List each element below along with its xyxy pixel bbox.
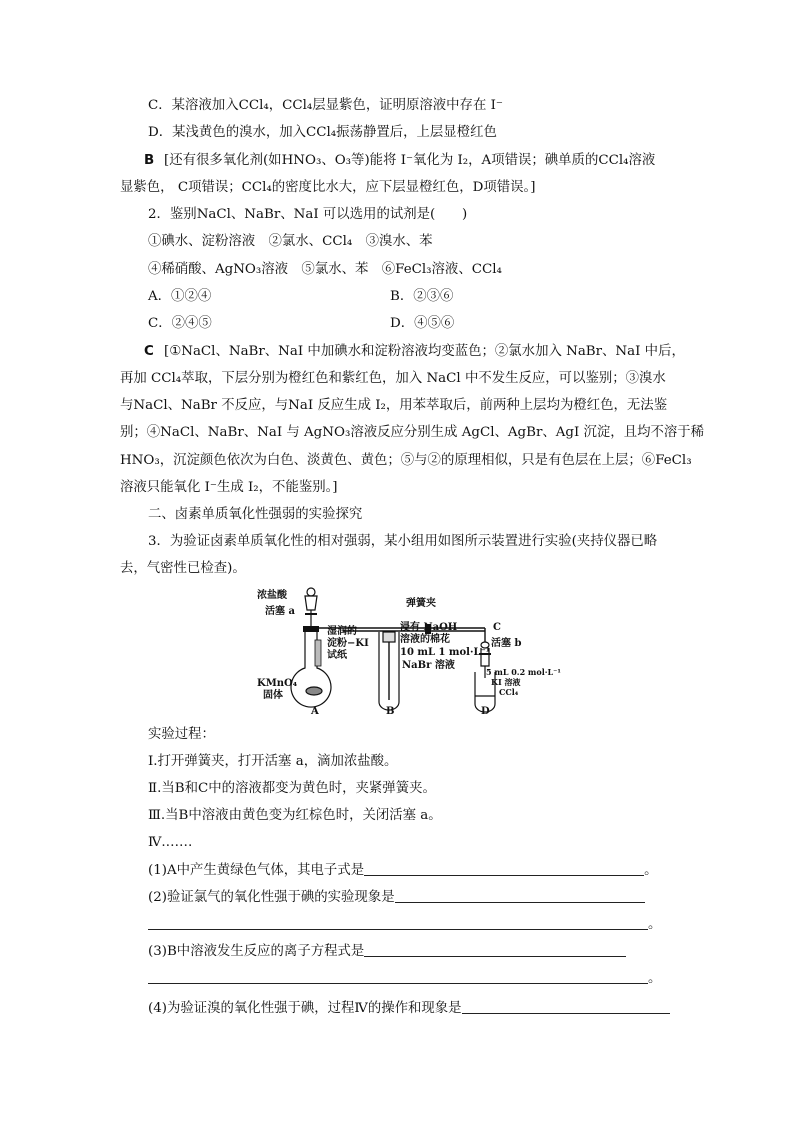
text-line-section-2: [148, 506, 362, 524]
text-line-q3-l2: [120, 560, 246, 578]
label-conc-hcl: 浓盐酸: [257, 590, 287, 601]
line-text: [还有很多氧化剂(如HNO₃、O₃等)能将 I⁻氧化为 I₂，A项错误；碘单质的CCl₄溶液: [164, 153, 656, 168]
flask-a-icon: [291, 632, 331, 707]
text-line-q2: [148, 206, 467, 224]
line-text: B．②③⑥: [390, 289, 454, 304]
answer-blank[interactable]: [148, 969, 648, 984]
apparatus-drawing: [255, 582, 535, 722]
label-spring-clip: 弹簧夹: [406, 598, 436, 609]
text-line-q2-opt-a: [148, 288, 211, 306]
answer-blank[interactable]: [364, 942, 626, 957]
line-text: 与NaCl、NaBr 不反应，与NaI 反应生成 I₂，用苯萃取后，前两种上层均为橙红色，无法鉴: [120, 398, 668, 413]
text-line-ans1-l1: [144, 152, 656, 170]
answer-blank[interactable]: [364, 861, 644, 876]
line-text: C．某溶液加入CCl₄，CCl₄层显紫色，证明原溶液中存在 I⁻: [148, 98, 503, 113]
line-text: 2．鉴别NaCl、NaBr、NaI 可以选用的试剂是( ): [148, 207, 468, 222]
text-line-ans1-l2: [120, 179, 535, 197]
label-nabr-conc: 10 mL 1 mol·L⁻¹: [400, 647, 491, 658]
line-text: 实验过程：: [148, 727, 215, 742]
end-punct: 。: [648, 971, 662, 986]
line-text: Ⅲ.当B中溶液由黄色变为红棕色时，关闭活塞 a。: [148, 808, 442, 823]
label-ki-sol: KI 溶液: [491, 677, 521, 687]
label-ki-conc: 5 mL 0.2 mol·L⁻¹: [486, 667, 561, 677]
label-kmno4: KMnO₄: [257, 678, 298, 689]
label-cotton-1: 浸有 NaOH: [400, 622, 458, 633]
caption-b: B: [386, 706, 395, 717]
answer-letter: B: [144, 153, 155, 168]
text-line-q2-opt-d: [390, 315, 454, 333]
line-text: 显紫色， C项错误；CCl₄的密度比水大，应下层显橙红色，D项错误。]: [120, 180, 536, 195]
line-text: C．②④⑤: [148, 316, 212, 331]
subquestion-sq3b: [148, 969, 661, 988]
label-wet-paper-2: 淀粉−KI: [327, 638, 369, 649]
line-text: 别；④NaCl、NaBr、NaI 与 AgNO₃溶液反应分别生成 AgCl、AgBr、AgI 沉淀，且均不溶于稀: [120, 425, 705, 440]
line-text: D．④⑤⑥: [390, 316, 455, 331]
text-line-q2-reag1: [148, 233, 433, 251]
answer-blank[interactable]: [462, 999, 670, 1014]
label-c: C: [493, 622, 501, 633]
text-line-ans2-l5: [120, 452, 692, 470]
text-line-ans2-l6: [120, 479, 338, 497]
label-wet-paper-3: 试纸: [327, 650, 347, 661]
line-text: ①碘水、淀粉溶液 ②氯水、CCl₄ ③溴水、苯: [148, 234, 433, 249]
end-punct: 。: [648, 917, 662, 932]
subquestion-sq3: [148, 942, 626, 961]
text-line-q2-reag2: [148, 261, 502, 279]
line-text: [①NaCl、NaBr、NaI 中加碘水和淀粉溶液均变蓝色；②氯水加入 NaBr、NaI 中后，: [164, 344, 685, 359]
subquestion-text: (2)验证氯气的氧化性强于碘的实验现象是: [148, 890, 395, 905]
label-wet-paper-1: 湿润的: [327, 626, 357, 637]
line-text: 溶液只能氧化 I⁻生成 I₂，不能鉴别。]: [120, 480, 338, 495]
end-punct: 。: [644, 863, 658, 878]
text-line-proc-3: [148, 807, 442, 825]
text-line-proc-4: [148, 834, 192, 852]
subquestion-text: (1)A中产生黄绿色气体，其电子式是: [148, 863, 365, 878]
text-line-ans2-l4: [120, 424, 704, 442]
line-text: HNO₃，沉淀颜色依次为白色、淡黄色、黄色；⑤与②的原理相似，只是有色层在上层；⑥FeCl₃: [120, 453, 692, 468]
subquestion-sq4: [148, 999, 670, 1018]
line-text: 二、卤素单质氧化性强弱的实验探究: [148, 507, 363, 522]
label-stopcock-a: 活塞 a: [265, 606, 295, 617]
answer-blank[interactable]: [395, 888, 645, 903]
text-line-opt-d-prev: [148, 124, 497, 142]
line-text: Ⅱ.当B和C中的溶液都变为黄色时，夹紧弹簧夹。: [148, 781, 436, 796]
caption-d: D: [481, 706, 490, 717]
subquestion-text: (3)B中溶液发生反应的离子方程式是: [148, 944, 365, 959]
text-line-ans2-l2: [120, 370, 666, 388]
text-line-opt-c-prev: [148, 97, 503, 115]
separatory-funnel-icon: [305, 588, 317, 626]
subquestion-sq1: [148, 861, 658, 880]
label-solid: 固体: [263, 690, 283, 701]
label-stopcock-b: 活塞 b: [491, 638, 522, 649]
answer-letter: C: [144, 344, 154, 359]
text-line-q2-opt-b: [390, 288, 453, 306]
text-line-proc-2: [148, 780, 436, 798]
line-text: 去，气密性已检查)。: [120, 561, 246, 576]
answer-blank[interactable]: [148, 915, 648, 930]
line-text: A．①②④: [148, 289, 212, 304]
label-nabr-sol: NaBr 溶液: [402, 660, 455, 671]
subquestion-sq2: [148, 888, 645, 907]
subquestion-sq2b: [148, 915, 661, 934]
subquestion-text: (4)为验证溴的氧化性强于碘，过程Ⅳ的操作和现象是: [148, 1001, 462, 1016]
apparatus-figure: [255, 582, 561, 722]
line-text: D．某浅黄色的溴水，加入CCl₄振荡静置后，上层显橙红色: [148, 125, 497, 140]
label-ccl4: CCl₄: [499, 687, 519, 697]
line-text: Ⅰ.打开弹簧夹，打开活塞 a，滴加浓盐酸。: [148, 754, 398, 769]
text-line-ans2-l1: [144, 343, 685, 361]
text-line-proc-1: [148, 753, 397, 771]
label-cotton-2: 溶液的棉花: [400, 634, 450, 645]
text-line-proc-title: [148, 726, 215, 744]
line-text: Ⅳ.……: [148, 835, 193, 850]
text-line-ans2-l3: [120, 397, 667, 415]
caption-a: A: [311, 706, 319, 717]
text-line-q2-opt-c: [148, 315, 212, 333]
line-text: ④稀硝酸、AgNO₃溶液 ⑤氯水、苯 ⑥FeCl₃溶液、CCl₄: [148, 262, 502, 277]
line-text: 3．为验证卤素单质氧化性的相对强弱，某小组用如图所示装置进行实验(夹持仪器已略: [148, 534, 658, 549]
text-line-q3-l1: [148, 533, 657, 551]
line-text: 再加 CCl₄萃取，下层分别为橙红色和紫红色，加入 NaCl 中不发生反应，可以鉴别；③溴水: [120, 371, 666, 386]
